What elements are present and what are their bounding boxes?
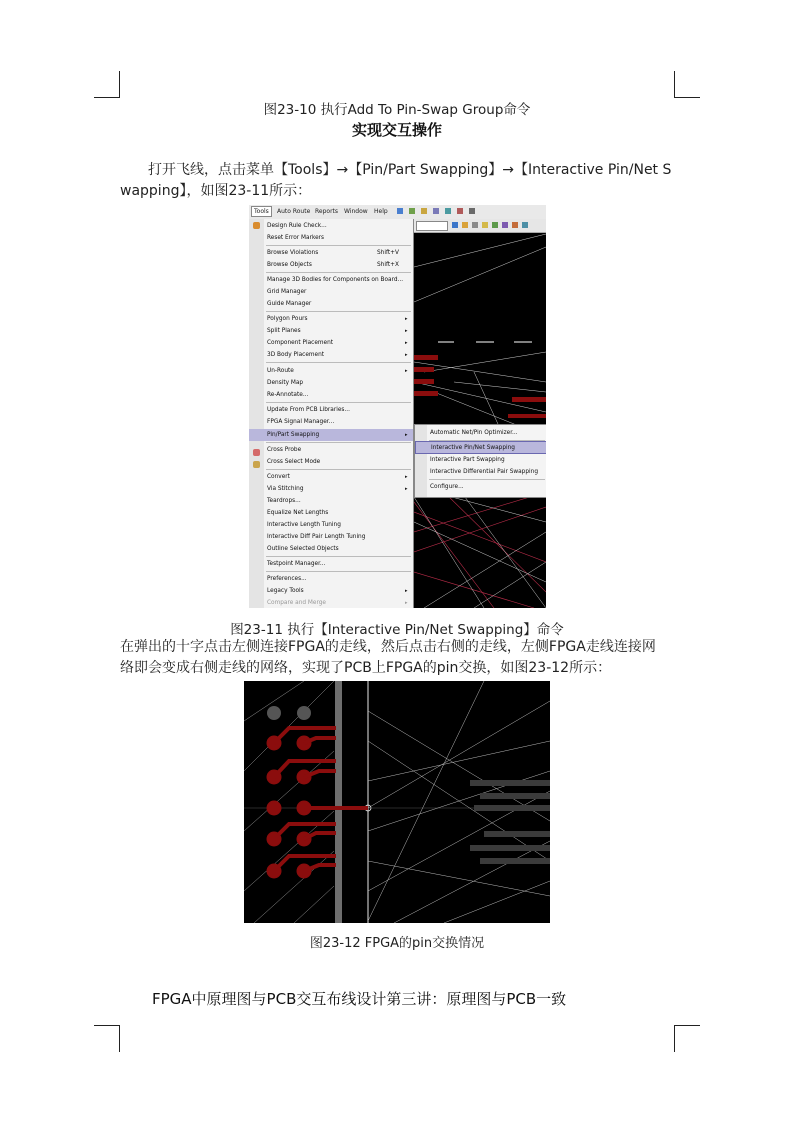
toolbar-combo[interactable] — [416, 221, 448, 231]
menu-item-interactive-length-tuning[interactable]: Interactive Length Tuning — [267, 522, 341, 528]
menu-bar — [249, 205, 546, 220]
toolbar-icon-b[interactable] — [462, 222, 468, 228]
menu-separator — [266, 556, 411, 557]
menu-item-polygon-pours[interactable]: Polygon Pours ▸ — [264, 313, 413, 325]
menu-item-manage-3d-bodies[interactable]: Manage 3D Bodies for Components on Board... — [267, 277, 404, 283]
menu-item-teardrops[interactable]: Teardrops... — [267, 498, 301, 504]
toolbar-component-icon[interactable] — [421, 208, 427, 214]
paragraph-1-line-2: wapping】，如图23-11所示： — [120, 183, 312, 199]
menu-separator — [266, 442, 411, 443]
menu-item-cross-probe[interactable]: Cross Probe — [267, 447, 302, 453]
submenu-icon-gutter — [415, 425, 427, 497]
menu-item-testpoint-manager[interactable]: Testpoint Manager... — [267, 561, 326, 567]
toolbar-icon-h[interactable] — [522, 222, 528, 228]
secondary-toolbar — [414, 219, 546, 233]
menu-item-un-route[interactable]: Un-Route ▸ — [264, 365, 413, 377]
cross-select-icon — [253, 461, 260, 468]
menu-item-convert[interactable]: Convert ▸ — [264, 471, 413, 483]
menu-item-pin-part-swapping[interactable]: Pin/Part Swapping ▸ — [249, 429, 413, 441]
menu-separator — [266, 311, 411, 312]
ratsnest-lines-top — [414, 234, 546, 437]
menu-separator — [429, 479, 545, 480]
menu-item-outline-selected-objects[interactable]: Outline Selected Objects — [267, 546, 339, 552]
toolbar-layer-icon[interactable] — [433, 208, 439, 214]
toolbar-icon-c[interactable] — [472, 222, 478, 228]
cross-probe-icon — [253, 449, 260, 456]
submenu-item-interactive-pin-net-swapping[interactable]: Interactive Pin/Net Swapping — [415, 441, 546, 454]
submenu-arrow-icon: ▸ — [405, 316, 408, 322]
toolbar-route-icon[interactable] — [397, 208, 403, 214]
submenu-arrow-icon: ▸ — [405, 328, 408, 334]
paragraph-1-line-1: 打开飞线，点击菜单【Tools】→【Pin/Part Swapping】→【Interactive Pin/Net S — [148, 162, 672, 178]
submenu-item-differential-pair-swapping[interactable]: Interactive Differential Pair Swapping — [430, 469, 539, 475]
pink-traces — [414, 492, 546, 608]
paragraph-2 — [120, 637, 676, 679]
menu-separator — [266, 245, 411, 246]
menu-item-guide-manager[interactable]: Guide Manager — [267, 301, 312, 307]
toolbar-place-icon[interactable] — [409, 208, 415, 214]
crop-mark-bottom-right-v — [674, 1025, 675, 1052]
menu-item-compare-and-merge[interactable]: Compare and Merge ▸ — [264, 597, 413, 608]
menu-item-browse-objects[interactable]: Browse Objects Shift+X — [267, 262, 400, 268]
submenu-arrow-icon: ▸ — [405, 368, 408, 374]
menu-item-interactive-diff-pair-length-tuning[interactable]: Interactive Diff Pair Length Tuning — [267, 534, 366, 540]
keepout-bar — [335, 681, 342, 923]
toolbar-select-icon[interactable] — [469, 208, 475, 214]
menu-item-equalize-net-lengths[interactable]: Equalize Net Lengths — [267, 510, 329, 516]
paragraph-2-line-2: 络即会变成右侧走线的网络，实现了PCB上FPGA的pin交换，如图23-12所示： — [120, 660, 612, 676]
toolbar-grid-icon[interactable] — [457, 208, 463, 214]
paragraph-2-line-1: 在弹出的十字点击左侧连接FPGA的走线，然后点击右侧的走线，左侧FPGA走线连接网 — [120, 639, 656, 655]
submenu-arrow-icon: ▸ — [405, 352, 408, 358]
submenu-arrow-icon: ▸ — [405, 340, 408, 346]
paragraph-1 — [120, 160, 676, 202]
submenu-arrow-icon: ▸ — [405, 486, 408, 492]
crop-mark-top-right-v — [674, 71, 675, 98]
submenu-item-interactive-part-swapping[interactable]: Interactive Part Swapping — [430, 457, 505, 463]
menu-item-re-annotate[interactable]: Re-Annotate... — [267, 392, 309, 398]
crop-mark-bottom-left-h — [94, 1025, 120, 1026]
pcb-background — [414, 232, 546, 608]
menu-window[interactable]: Window — [344, 208, 368, 215]
toolbar-icon-g[interactable] — [512, 222, 518, 228]
crop-mark-top-left-v — [119, 71, 120, 98]
menu-item-grid-manager[interactable]: Grid Manager — [267, 289, 307, 295]
submenu-arrow-icon: ▸ — [405, 588, 408, 594]
design-rule-check-icon — [253, 222, 260, 229]
tools-menu-screenshot — [249, 205, 546, 608]
pin-part-swapping-submenu — [414, 424, 546, 498]
menu-item-preferences[interactable]: Preferences... — [267, 576, 307, 582]
menu-item-browse-violations[interactable]: Browse Violations Shift+V — [267, 250, 399, 256]
menu-separator — [266, 571, 411, 572]
menu-icon-gutter — [249, 219, 264, 608]
pcb-pin-swap-view — [244, 681, 550, 923]
menu-item-3d-body-placement[interactable]: 3D Body Placement ▸ — [264, 349, 413, 361]
menu-item-component-placement[interactable]: Component Placement ▸ — [264, 337, 413, 349]
submenu-arrow-icon: ▸ — [405, 432, 408, 438]
menu-item-update-from-pcb-libraries[interactable]: Update From PCB Libraries... — [267, 407, 350, 413]
toolbar-icon-a[interactable] — [452, 222, 458, 228]
figure-23-12-caption: 图23-12 FPGA的pin交换情况 — [309, 936, 485, 951]
menu-separator — [266, 402, 411, 403]
menu-item-cross-select-mode[interactable]: Cross Select Mode — [267, 459, 321, 465]
submenu-item-automatic-optimizer[interactable]: Automatic Net/Pin Optimizer... — [430, 430, 518, 436]
menu-item-density-map[interactable]: Density Map — [267, 380, 304, 386]
menu-item-design-rule-check[interactable]: Design Rule Check... — [267, 223, 327, 229]
toolbar-icon-e[interactable] — [492, 222, 498, 228]
figure-23-10-subtitle: 实现交互操作 — [351, 121, 442, 139]
tools-dropdown-menu — [249, 219, 414, 608]
figure-23-10-caption: 图23-10 执行Add To Pin-Swap Group命令 — [263, 102, 531, 118]
toolbar-icon-f[interactable] — [502, 222, 508, 228]
menu-separator — [266, 362, 411, 363]
submenu-arrow-icon: ▸ — [405, 474, 408, 480]
menu-item-split-planes[interactable]: Split Planes ▸ — [264, 325, 413, 337]
menu-reports[interactable]: Reports — [315, 208, 339, 215]
menu-help[interactable]: Help — [374, 208, 388, 215]
document-footer-title: FPGA中原理图与PCB交互布线设计第三讲：原理图与PCB一致 — [152, 990, 567, 1008]
fpga-pin-swap-screenshot — [244, 681, 550, 923]
crop-mark-bottom-right-h — [674, 1025, 700, 1026]
menu-item-reset-error-markers[interactable]: Reset Error Markers — [267, 235, 325, 241]
menu-tools[interactable]: Tools — [251, 206, 272, 217]
submenu-arrow-icon: ▸ — [405, 600, 408, 606]
menu-separator — [266, 272, 411, 273]
menu-item-legacy-tools[interactable]: Legacy Tools ▸ — [264, 585, 413, 597]
menu-item-fpga-signal-manager[interactable]: FPGA Signal Manager... — [267, 419, 335, 425]
toolbar-align-icon[interactable] — [445, 208, 451, 214]
submenu-item-configure[interactable]: Configure... — [430, 484, 464, 490]
menu-auto-route[interactable]: Auto Route — [277, 208, 311, 215]
figure-23-11-caption: 图23-11 执行【Interactive Pin/Net Swapping】命令 — [230, 622, 564, 638]
toolbar-icon-d[interactable] — [482, 222, 488, 228]
menu-separator — [266, 469, 411, 470]
menu-item-via-stitching[interactable]: Via Stitching ▸ — [264, 483, 413, 495]
crop-mark-bottom-left-v — [119, 1025, 120, 1052]
